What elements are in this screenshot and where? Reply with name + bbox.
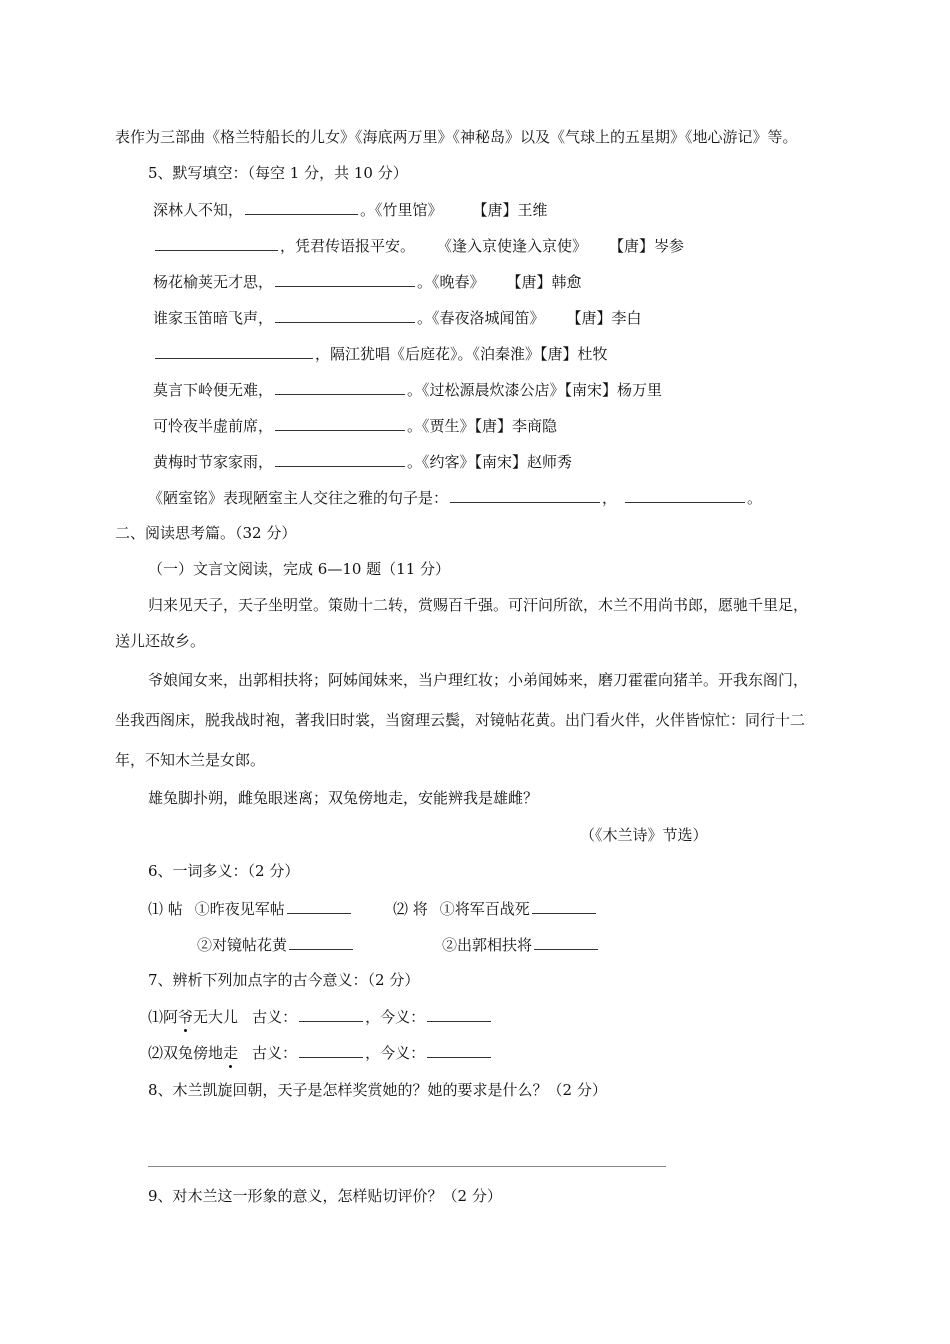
- q5-line-1: 深林人不知， 。《竹里馆》 【唐】王维: [153, 201, 548, 219]
- answer-blank[interactable]: [245, 199, 358, 215]
- answer-blank[interactable]: [532, 898, 596, 914]
- answer-blank[interactable]: [155, 343, 313, 359]
- passage-citation: （《木兰诗》节选）: [580, 826, 708, 844]
- q5-line-9: 《陋室铭》表现陋室主人交往之雅的句子是： ， 。: [148, 489, 763, 507]
- q5-title: 5、默写填空：（每空 1 分，共 10 分）: [148, 164, 408, 182]
- answer-blank[interactable]: [625, 487, 745, 503]
- q5-line-7: 可怜夜半虚前席， 。《贾生》【唐】李商隐: [153, 417, 558, 435]
- q7-title: 7、辨析下列加点字的古今意义：（2 分）: [148, 971, 420, 989]
- q5-line-8: 黄梅时节家家雨， 。《约客》【南宋】赵师秀: [153, 453, 573, 471]
- answer-blank[interactable]: [287, 898, 351, 914]
- section-2-sub-1: （一）文言文阅读，完成 6—10 题（11 分）: [148, 560, 451, 578]
- answer-blank[interactable]: [534, 934, 598, 950]
- passage-line: 送儿还故乡。: [115, 632, 206, 650]
- section-2-title: 二、阅读思考篇。（32 分）: [115, 524, 297, 542]
- answer-blank[interactable]: [275, 271, 415, 287]
- q7-row-1: ⑴阿爷无大儿 古义： ，今义：: [148, 1006, 493, 1027]
- passage-line: 雄兔脚扑朔，雌兔眼迷离；双兔傍地走，安能辨我是雄雌？: [148, 789, 539, 807]
- intro-tail-line: 表作为三部曲《格兰特船长的儿女》《海底两万里》《神秘岛》以及《气球上的五星期》《地心游记》等。: [115, 128, 798, 146]
- answer-blank[interactable]: [427, 1042, 491, 1058]
- answer-blank[interactable]: [275, 451, 405, 467]
- answer-blank[interactable]: [299, 1006, 363, 1022]
- q6-title: 6、一词多义：（2 分）: [148, 862, 300, 880]
- passage-line: 爷娘闻女来，出郭相扶将；阿姊闻妹来，当户理红妆；小弟闻姊来，磨刀霍霍向猪羊。开我东阁门，: [148, 671, 809, 689]
- q7-row-2: ⑵双兔傍地走 古义： ，今义：: [148, 1042, 493, 1063]
- emphasis-dot-char: 走: [223, 1044, 239, 1062]
- answer-blank[interactable]: [155, 235, 278, 251]
- q8-title: 8、木兰凯旋回朝，天子是怎样奖赏她的？她的要求是什么？（2 分）: [148, 1081, 607, 1099]
- q6-row-2: ②对镜帖花黄: [197, 934, 355, 955]
- passage-line: 年，不知木兰是女郎。: [115, 751, 266, 769]
- answer-line[interactable]: [148, 1166, 666, 1167]
- answer-blank[interactable]: [275, 307, 415, 323]
- q5-line-4: 谁家玉笛暗飞声， 。《春夜洛城闻笛》 【唐】李白: [153, 309, 642, 327]
- answer-blank[interactable]: [289, 934, 353, 950]
- q5-line-6: 莫言下岭便无难， 。《过松源晨炊漆公店》【南宋】杨万里: [153, 381, 663, 399]
- answer-blank[interactable]: [450, 487, 600, 503]
- answer-blank[interactable]: [275, 415, 405, 431]
- q9-title: 9、对木兰这一形象的意义，怎样贴切评价？（2 分）: [148, 1187, 502, 1205]
- answer-blank[interactable]: [427, 1006, 491, 1022]
- q6-row-1: ⑴ 帖 ①昨夜见军帖: [148, 898, 353, 919]
- q5-line-2: ，凭君传语报平安。 《逢入京使逢入京使》 【唐】岑参: [153, 235, 684, 256]
- answer-blank[interactable]: [299, 1042, 363, 1058]
- answer-blank[interactable]: [275, 379, 405, 395]
- q6-row-1b: ⑵ 将 ①将军百战死: [393, 898, 598, 919]
- q5-line-3: 杨花榆荚无才思， 。《晚春》 【唐】韩愈: [153, 273, 582, 291]
- emphasis-dot-char: 爷: [178, 1008, 194, 1026]
- q5-line-5: ，隔江犹唱《后庭花》。《泊秦淮》【唐】杜牧: [153, 343, 608, 364]
- passage-line: 坐我西阁床，脱我战时袍，著我旧时裳，当窗理云鬓，对镜帖花黄。出门看火伴，火伴皆惊忙：同行十二: [115, 711, 806, 729]
- q6-row-2b: ②出郭相扶将: [442, 934, 600, 955]
- passage-line: 归来见天子，天子坐明堂。策勋十二转，赏赐百千强。可汗问所欲，木兰不用尚书郎，愿驰千里足，: [148, 596, 809, 614]
